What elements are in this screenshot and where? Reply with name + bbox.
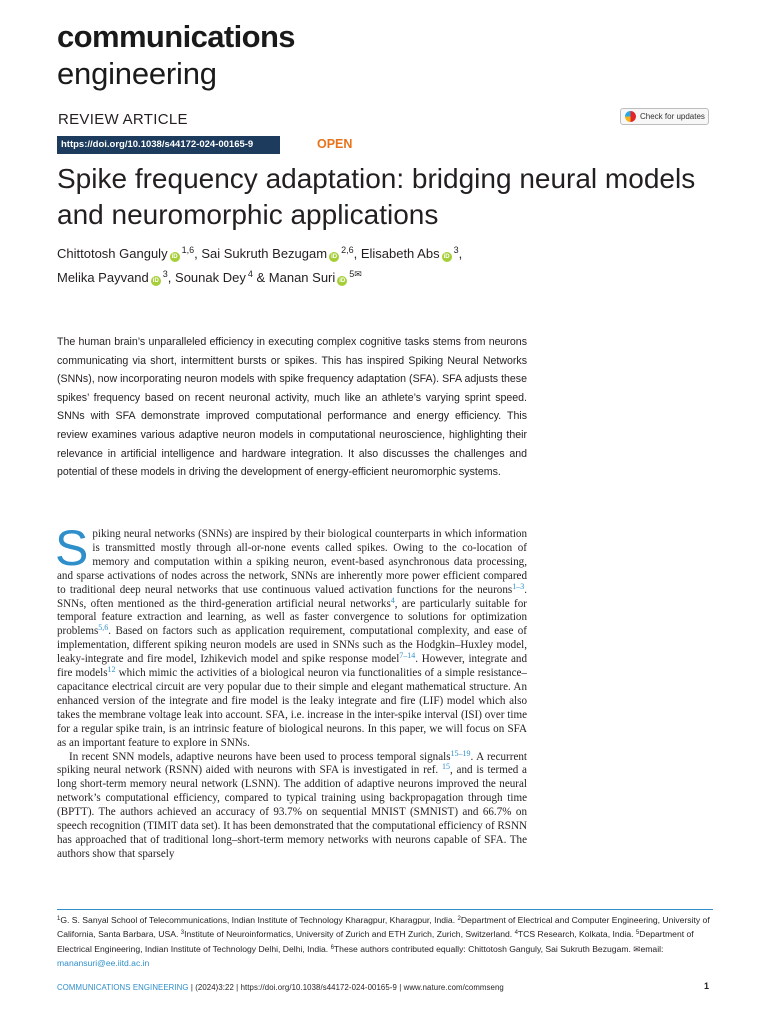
drop-cap: S <box>55 520 89 576</box>
author-link[interactable]: Chittotosh Ganguly <box>57 246 168 261</box>
abstract: The human brain’s unparalleled efficiency in executing complex cognitive tasks stems from neurons communicating via short, intermittent bursts or spikes. This has inspired Spiking Neural Networks (SNNs), now incorporating neuron models with spike frequency adaptation (SFA). SFA adjusts these spikes’ frequency based on recent neuronal activity, much like an athlete’s varying sprint speed. SNNs with SFA demonstrate improved computational performance and energy efficiency. This review examines various adaptive neuron models in computational neuroscience, highlighting their relevance in artificial intelligence and hardware integration. It also discusses the challenges and potential of these models in driving the development of energy-efficient neuromorphic systems. <box>57 336 527 479</box>
citation-link[interactable]: 5,6 <box>98 623 109 633</box>
footer-citation: | (2024)3:22 | https://doi.org/10.1038/s44172-024-00165-9 | www.nature.com/commseng <box>188 983 504 992</box>
check-for-updates-label: Check for updates <box>640 112 705 121</box>
author-link[interactable]: Elisabeth Abs <box>360 246 440 261</box>
page-footer <box>57 983 504 992</box>
author-link[interactable]: Sounak Dey <box>175 270 246 285</box>
body-text-segment: . However, integrate and fire models <box>57 653 527 680</box>
doi-link[interactable]: https://doi.org/10.1038/s44172-024-00165-9 <box>57 136 280 154</box>
author-separator: , <box>167 270 176 285</box>
citation-link[interactable]: 4 <box>390 595 395 605</box>
author-separator: , <box>194 246 202 261</box>
author-separator: , <box>353 246 361 261</box>
affiliation-number: 2 <box>457 916 461 922</box>
orcid-icon[interactable]: iD <box>152 278 159 284</box>
citation-link[interactable]: 15 <box>441 762 450 772</box>
author-affiliation: 1,6 <box>181 245 195 255</box>
affiliation-text: G. S. Sanyal School of Telecommunications, Indian Institute of Technology Kharagpur, Kharagpur, India. <box>60 915 458 925</box>
footer-journal-name[interactable]: COMMUNICATIONS ENGINEERING <box>57 983 189 992</box>
author-link[interactable]: Melika Payvand <box>57 270 149 285</box>
author-separator: , <box>458 246 463 261</box>
article-title: Spike frequency adaptation: bridging neural models and neuromorphic applications <box>57 163 696 230</box>
affiliation-number: 3 <box>180 930 185 937</box>
citation-link[interactable]: 15–19 <box>450 748 471 758</box>
affiliation-number: 4 <box>514 930 518 937</box>
journal-name-line2: engineering <box>57 56 217 91</box>
orcid-icon[interactable]: iD <box>339 278 346 284</box>
author-list <box>57 240 717 288</box>
author-link[interactable]: Sai Sukruth Bezugam <box>201 246 328 261</box>
author-affiliation: 5✉ <box>349 269 362 279</box>
author-affiliation: 3 <box>453 245 459 255</box>
affiliations-footnote <box>57 913 717 970</box>
author-link[interactable]: Manan Suri <box>268 270 336 285</box>
body-text-segment: . SNNs, often mentioned as the third-generation artificial neural networks <box>57 583 527 610</box>
article-body <box>55 520 527 862</box>
author-affiliation: 2,6 <box>341 245 354 255</box>
citation-link[interactable]: 7–14 <box>399 651 416 661</box>
email-label: ✉email: <box>633 943 664 954</box>
page-number: 1 <box>704 981 710 991</box>
author-affiliation: 3 <box>162 269 168 279</box>
affiliation-text: Department of Electrical Engineering, Indian Institute of Technology Delhi, Delhi, India. <box>57 929 694 954</box>
body-text-segment: . A recurrent spiking neural network (RSNN) aided with neurons with SFA is investigated in ref. <box>57 750 527 777</box>
body-paragraph-2 <box>57 748 527 862</box>
body-text-segment: , are particularly suitable for temporal feature extraction and learning, as well as faster convergence to solutions for optimization problems <box>57 597 527 638</box>
author-affiliation: 4 <box>247 269 253 279</box>
citation-link[interactable]: 12 <box>107 665 116 675</box>
journal-name-line1: communications <box>57 19 295 54</box>
email-link[interactable]: manansuri@ee.iitd.ac.in <box>57 957 150 968</box>
footnote-divider <box>57 909 713 910</box>
affiliation-number: 5 <box>635 930 640 937</box>
affiliation-text: Department of Electrical and Computer Engineering, University of California, Santa Barbara, USA. <box>57 915 710 940</box>
body-text-segment: , and is termed a long short-term memory neural network (LSNN). The addition of adaptive neurons improved the neural network’s computational efficiency, compared to typical training using backpropagation through time (BPTT). The authors achieved an accuracy of 93.7% on sequential MNIST (SMNIST) and 66.7% on speech recognition (TIMIT data set). It has been demonstrated that the computational efficiency of RSNN has approached that of traditional long–short-term memory networks with neurons capable of SFA. The authors show that sparsely <box>57 764 527 860</box>
body-text-segment: . Based on factors such as application requirement, computational complexity, and ease of implementation, different spiking neuron models are used in SNNs such as the Hodgkin–Huxley model, leaky-integrate and fire model, Izhikevich model and spike response model <box>57 625 527 666</box>
crossmark-icon <box>625 111 636 122</box>
affiliation-number: 1 <box>57 916 61 922</box>
affiliation-text: Institute of Neuroinformatics, University of Zurich and ETH Zurich, Zurich, Switzerland. <box>184 929 515 940</box>
affiliation-number: 6 <box>330 944 334 951</box>
citation-link[interactable]: 1–3 <box>512 581 525 591</box>
body-paragraph-1 <box>55 520 527 751</box>
orcid-icon[interactable]: iD <box>171 254 178 260</box>
check-for-updates-button[interactable] <box>620 108 709 125</box>
orcid-icon[interactable]: iD <box>443 254 450 260</box>
affiliation-text: TCS Research, Kolkata, India. <box>517 929 636 940</box>
open-access-label: OPEN <box>317 137 353 151</box>
body-text-segment: In recent SNN models, adaptive neurons have been used to process temporal signals <box>69 750 451 763</box>
article-type: REVIEW ARTICLE <box>58 111 188 128</box>
orcid-icon[interactable]: iD <box>331 254 338 260</box>
body-text-segment: which mimic the activities of a biological neuron via functionalities of a simple resistance–capacitance electrical circuit are very popular due to their simple and elegant mathematical structure. An enhanced version of the integrate and fire model is the leaky integrate and fire (LIF) model which also takes the membrane voltage leak into account. SFA, i.e. increase in the inter-spike interval (ISI) over time for a regular spike train, is an intrinsic feature of biological neurons. In this paper, we will focus on SFA as an important feature to explore in SNNs. <box>57 667 527 749</box>
body-text-segment: piking neural networks (SNNs) are inspired by their biological counterparts in which information is transmitted mostly through all-or-none events called spikes. Owing to the co-location of memory and computation within a spiking neuron, event-based asynchronous data processing, and sparse activations of nodes across the network, SNNs are inherently more power efficient compared to traditional deep neural networks that use continuous valued activation functions for the neurons <box>57 528 527 596</box>
author-separator: & <box>252 270 269 285</box>
affiliation-text: These authors contributed equally: Chittotosh Ganguly, Sai Sukruth Bezugam. <box>333 943 634 954</box>
